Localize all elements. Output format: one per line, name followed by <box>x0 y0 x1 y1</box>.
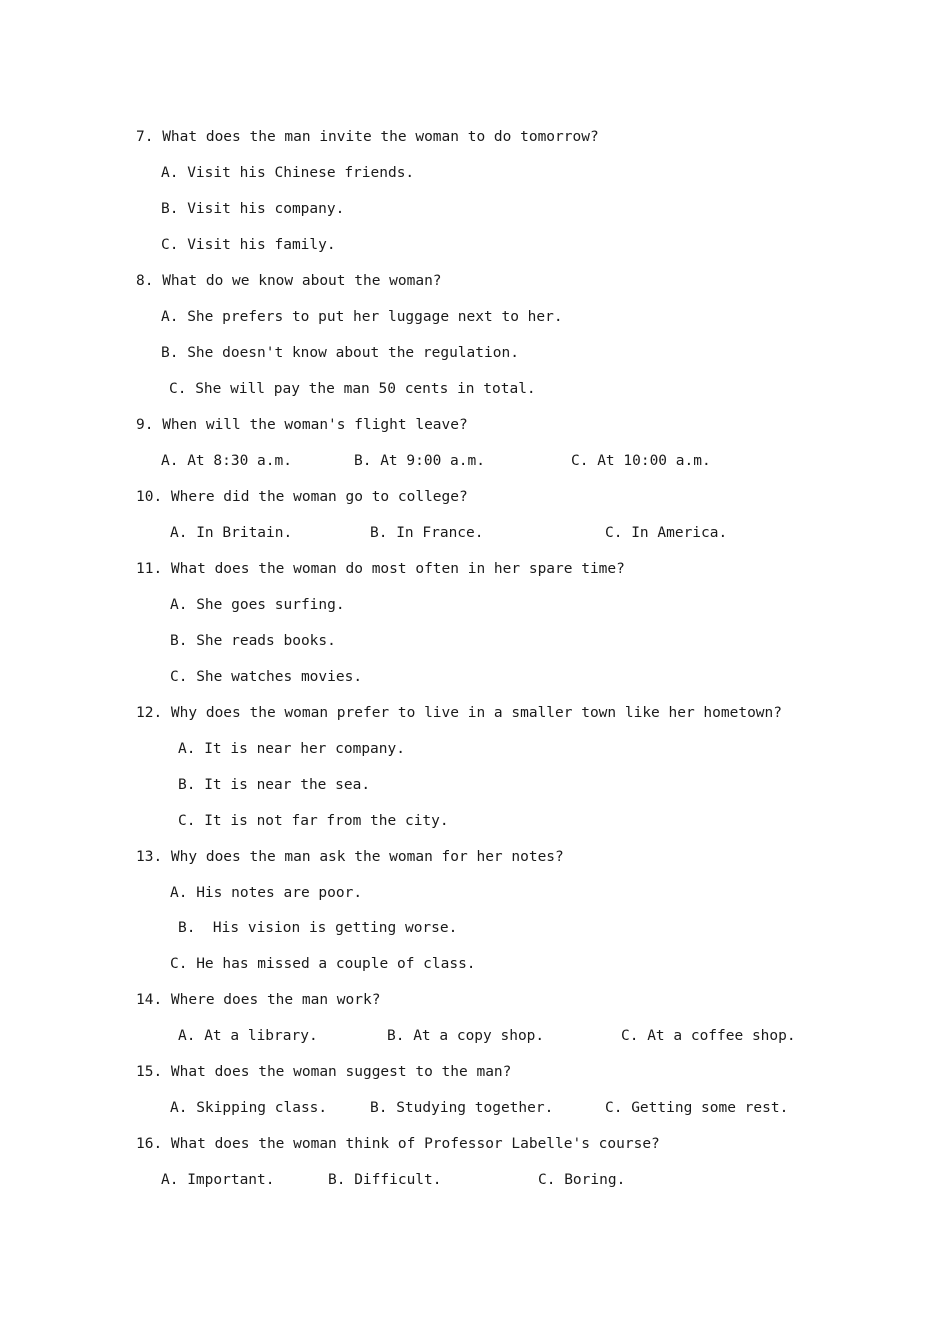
question-stem: 14. Where does the man work? <box>136 992 381 1008</box>
option-c: C. She watches movies. <box>170 669 363 685</box>
question-stem: 12. Why does the woman prefer to live in a smaller town like her hometown? <box>136 705 783 721</box>
option-b: B. She doesn't know about the regulation. <box>161 345 519 361</box>
option-a: A. At 8:30 a.m. <box>161 453 292 469</box>
option-a: A. At a library. <box>178 1028 318 1044</box>
option-a: A. Skipping class. <box>170 1100 328 1116</box>
option-a: A. Visit his Chinese friends. <box>161 165 415 181</box>
option-a: A. Important. <box>161 1172 275 1188</box>
option-b: B. She reads books. <box>170 633 336 649</box>
question-stem: 15. What does the woman suggest to the man? <box>136 1064 512 1080</box>
option-c: C. She will pay the man 50 cents in total. <box>169 381 536 397</box>
option-a: A. She goes surfing. <box>170 597 345 613</box>
option-b: B. Studying together. <box>370 1100 554 1116</box>
option-b: B. His vision is getting worse. <box>178 920 458 936</box>
option-b: B. Difficult. <box>328 1172 442 1188</box>
option-c: C. In America. <box>605 525 728 541</box>
question-stem: 11. What does the woman do most often in her spare time? <box>136 561 625 577</box>
option-c: C. It is not far from the city. <box>178 813 449 829</box>
question-stem: 13. Why does the man ask the woman for her notes? <box>136 849 564 865</box>
option-a: A. It is near her company. <box>178 741 405 757</box>
option-c: C. Getting some rest. <box>605 1100 789 1116</box>
option-a: A. She prefers to put her luggage next to her. <box>161 309 563 325</box>
option-c: C. Boring. <box>538 1172 626 1188</box>
question-stem: 9. When will the woman's flight leave? <box>136 417 468 433</box>
option-b: B. Visit his company. <box>161 201 345 217</box>
option-b: B. At 9:00 a.m. <box>354 453 485 469</box>
question-stem: 7. What does the man invite the woman to do tomorrow? <box>136 129 599 145</box>
option-c: C. Visit his family. <box>161 237 336 253</box>
question-stem: 8. What do we know about the woman? <box>136 273 442 289</box>
option-a: A. His notes are poor. <box>170 885 363 901</box>
option-c: C. At 10:00 a.m. <box>571 453 711 469</box>
option-c: C. At a coffee shop. <box>621 1028 796 1044</box>
option-a: A. In Britain. <box>170 525 293 541</box>
option-b: B. At a copy shop. <box>387 1028 545 1044</box>
option-c: C. He has missed a couple of class. <box>170 956 476 972</box>
option-b: B. In France. <box>370 525 484 541</box>
question-stem: 10. Where did the woman go to college? <box>136 489 468 505</box>
question-stem: 16. What does the woman think of Professor Labelle's course? <box>136 1136 660 1152</box>
option-b: B. It is near the sea. <box>178 777 371 793</box>
